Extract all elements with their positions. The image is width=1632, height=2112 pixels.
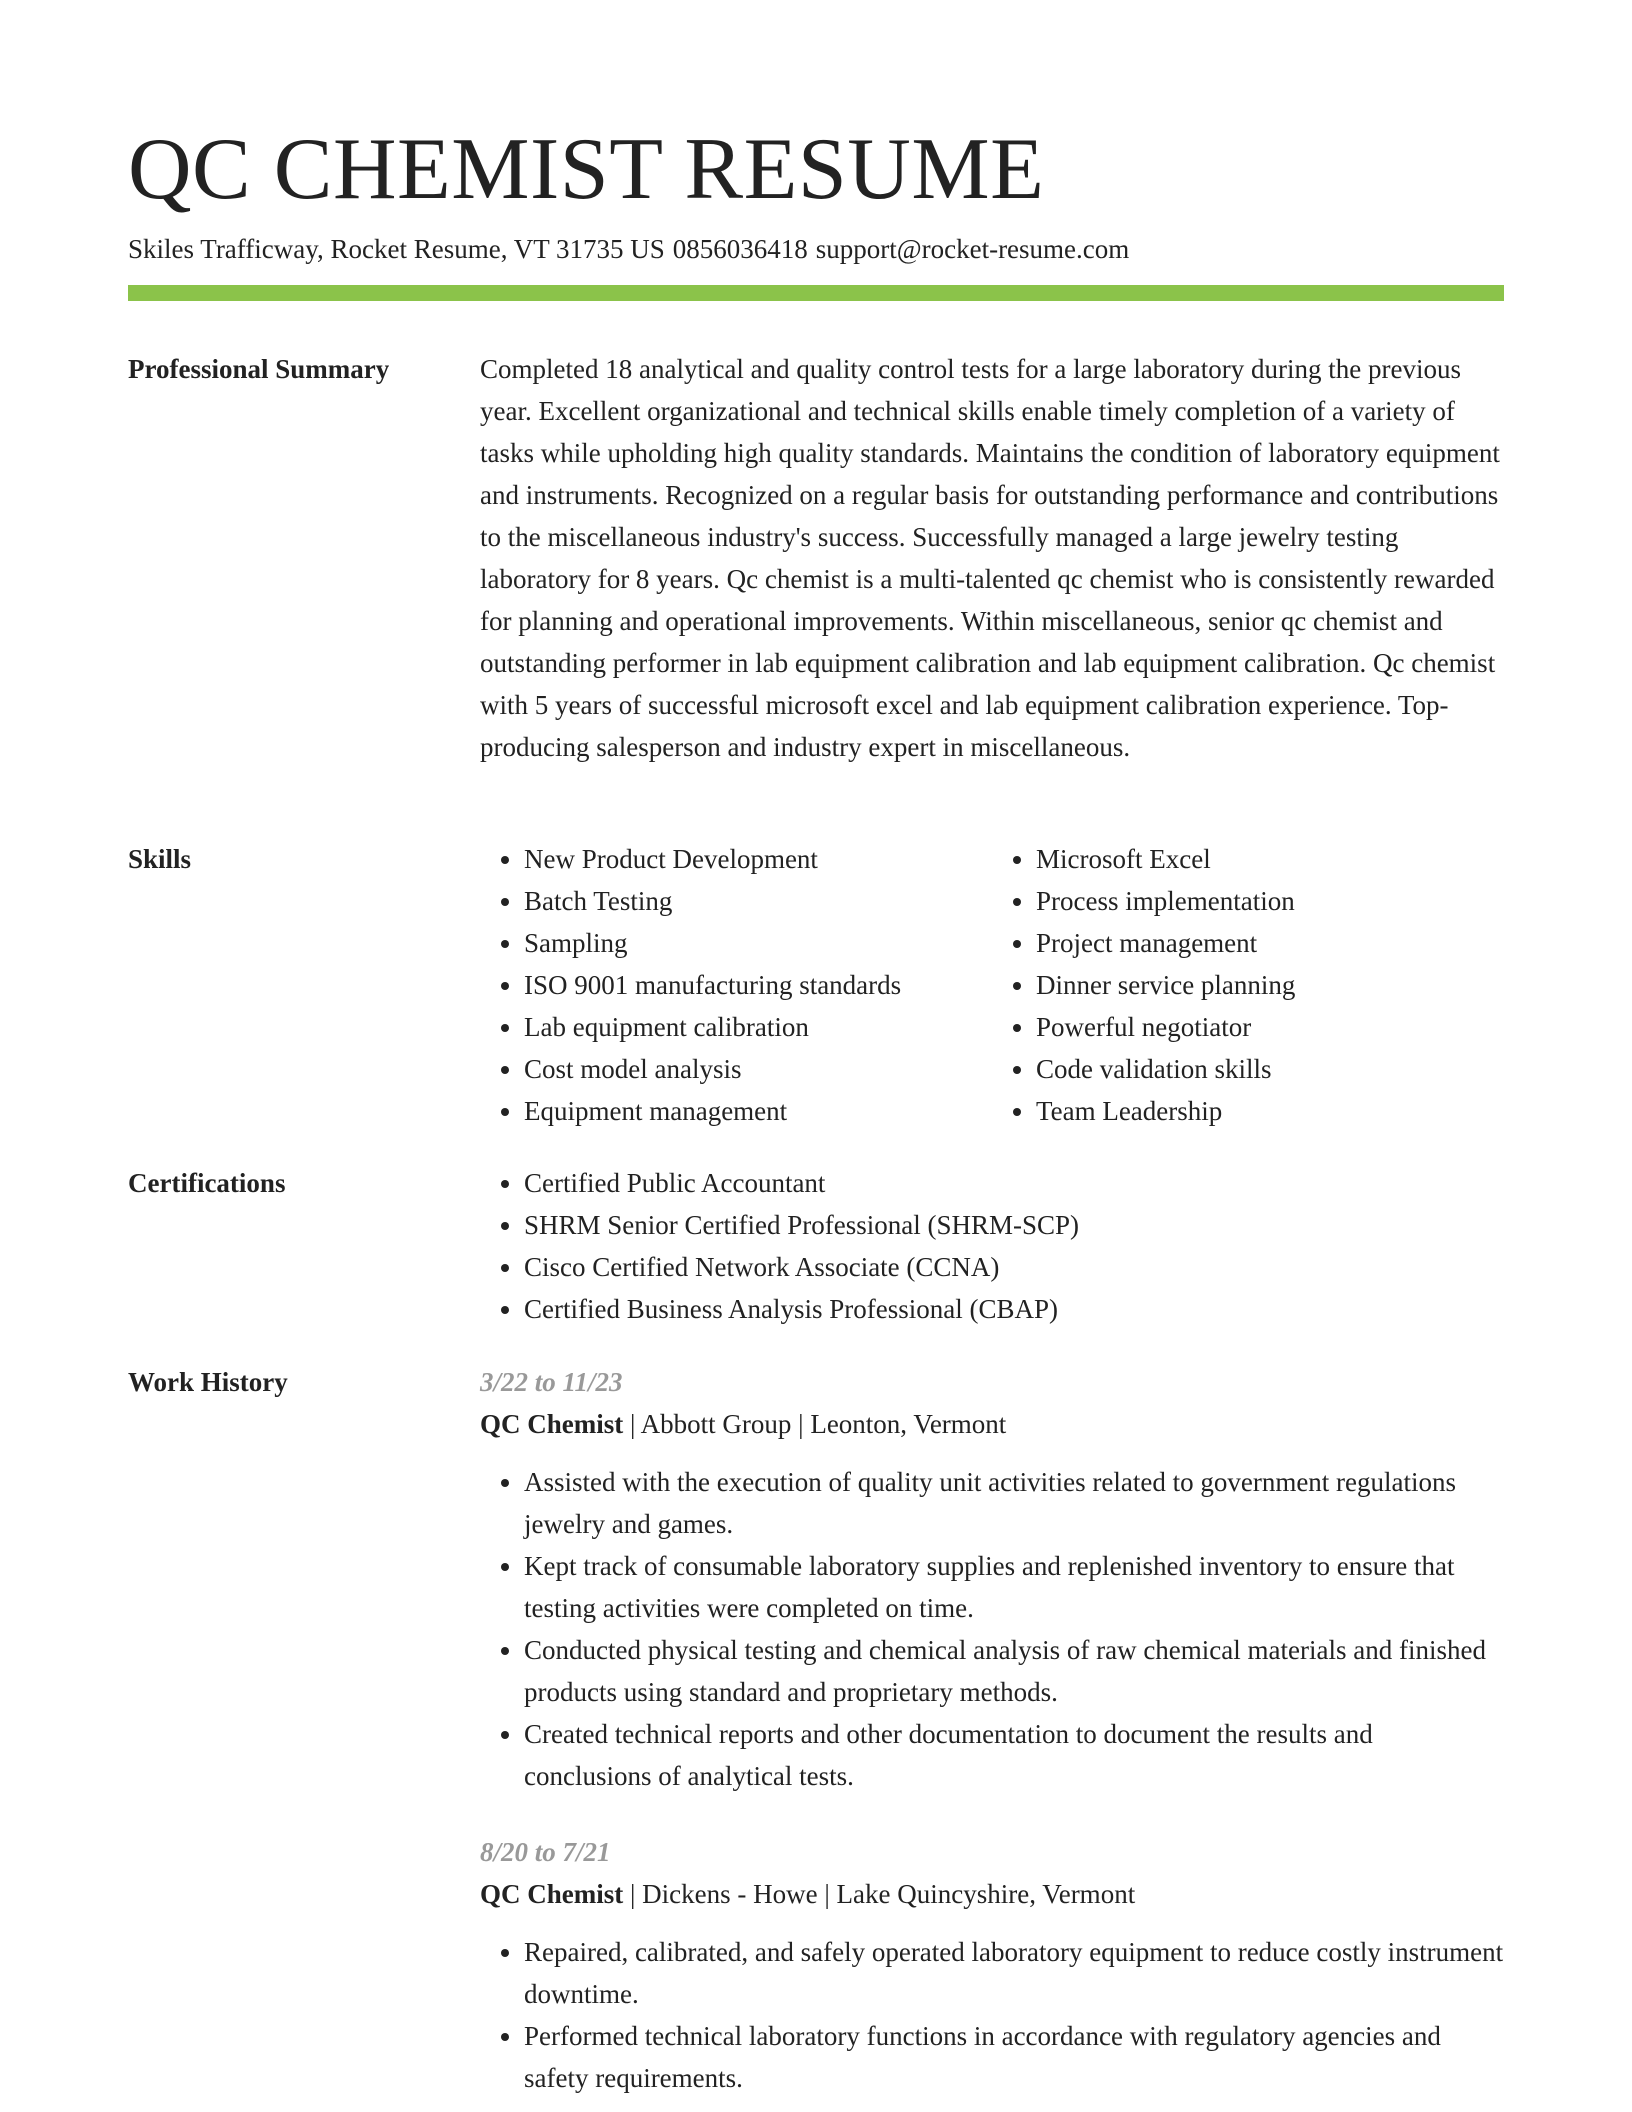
skill-item: • Equipment management <box>524 1090 992 1132</box>
job-entry <box>480 1831 1504 2099</box>
contact-phone: 0856036418 <box>672 234 808 264</box>
certification-item: • Certified Public Accountant <box>524 1162 1504 1204</box>
page-title: QC CHEMIST RESUME <box>128 121 1045 218</box>
contact-line <box>128 228 1129 270</box>
header-divider <box>128 285 1504 301</box>
contact-address: Skiles Trafficway, Rocket Resume, VT 31735 US <box>128 234 665 264</box>
certification-item: • SHRM Senior Certified Professional (SHRM-SCP) <box>524 1204 1504 1246</box>
work-history-label: Work History <box>128 1367 288 1397</box>
skills-list <box>480 838 1504 1132</box>
job-duties <box>480 1461 1504 1797</box>
skill-item: • Project management <box>1036 922 1504 964</box>
job-heading: QC Chemist | Abbott Group | Leonton, Vermont <box>480 1409 1007 1439</box>
job-title: QC Chemist <box>480 1879 624 1909</box>
skill-item: • Sampling <box>524 922 992 964</box>
job-company: Dickens - Howe <box>642 1879 818 1909</box>
skill-item: • Team Leadership <box>1036 1090 1504 1132</box>
job-duty-item: • Created technical reports and other documentation to document the results and conclusions of analytical tests. <box>524 1713 1504 1797</box>
certification-item: • Cisco Certified Network Associate (CCNA) <box>524 1246 1504 1288</box>
job-dates: 3/22 to 11/23 <box>480 1367 623 1397</box>
job-duty-item: • Kept track of consumable laboratory supplies and replenished inventory to ensure that testing activities were completed on time. <box>524 1545 1504 1629</box>
certification-item: • Certified Business Analysis Professional (CBAP) <box>524 1288 1504 1330</box>
skill-item: • Lab equipment calibration <box>524 1006 992 1048</box>
contact-email: support@rocket-resume.com <box>815 234 1130 264</box>
summary-label: Professional Summary <box>128 354 390 384</box>
skill-item: • Batch Testing <box>524 880 992 922</box>
skill-item: • New Product Development <box>524 838 992 880</box>
job-location: Leonton, Vermont <box>810 1409 1007 1439</box>
job-company: Abbott Group <box>640 1409 792 1439</box>
job-duty-item: • Repaired, calibrated, and safely operated laboratory equipment to reduce costly instrument downtime. <box>524 1931 1504 2015</box>
summary-body <box>480 348 1504 768</box>
skill-item: • ISO 9001 manufacturing standards <box>524 964 992 1006</box>
job-entry <box>480 1361 1504 1797</box>
skills-label: Skills <box>128 844 192 874</box>
job-duty-item: • Assisted with the execution of quality unit activities related to government regulations jewelry and games. <box>524 1461 1504 1545</box>
skills-column-right <box>992 838 1504 1132</box>
skill-item: • Cost model analysis <box>524 1048 992 1090</box>
skills-column-left <box>480 838 992 1132</box>
certifications-list <box>480 1162 1504 1330</box>
job-location: Lake Quincyshire, Vermont <box>836 1879 1136 1909</box>
skill-item: • Dinner service planning <box>1036 964 1504 1006</box>
job-duties <box>480 1931 1504 2099</box>
certifications-body <box>480 1162 1504 1330</box>
summary-text: Completed 18 analytical and quality control tests for a large laboratory during the previous year. Excellent organizational and technical skills enable timely completion of a variety of tasks while upholding high quality standards. Maintains the condition of laboratory equipment and instruments. Recognized on a regular basis for outstanding performance and contributions to the miscellaneous industry's success. Successfully managed a large jewelry testing laboratory for 8 years. Qc chemist is a multi-talented qc chemist who is consistently rewarded for planning and operational improvements. Within miscellaneous, senior qc chemist and outstanding performer in lab equipment calibration and lab equipment calibration. Qc chemist with 5 years of successful microsoft excel and lab equipment calibration experience. Top-producing salesperson and industry expert in miscellaneous. <box>480 354 1500 762</box>
certifications-label: Certifications <box>128 1168 286 1198</box>
job-title: QC Chemist <box>480 1409 624 1439</box>
job-dates: 8/20 to 7/21 <box>480 1837 611 1867</box>
skill-item: • Microsoft Excel <box>1036 838 1504 880</box>
skill-item: • Code validation skills <box>1036 1048 1504 1090</box>
skill-item: • Powerful negotiator <box>1036 1006 1504 1048</box>
job-duty-item: • Conducted physical testing and chemical analysis of raw chemical materials and finished products using standard and proprietary methods. <box>524 1629 1504 1713</box>
skill-item: • Process implementation <box>1036 880 1504 922</box>
work-history-body <box>480 1361 1504 2099</box>
job-heading: QC Chemist | Dickens - Howe | Lake Quincyshire, Vermont <box>480 1879 1136 1909</box>
job-duty-item: • Performed technical laboratory functions in accordance with regulatory agencies and safety requirements. <box>524 2015 1504 2099</box>
